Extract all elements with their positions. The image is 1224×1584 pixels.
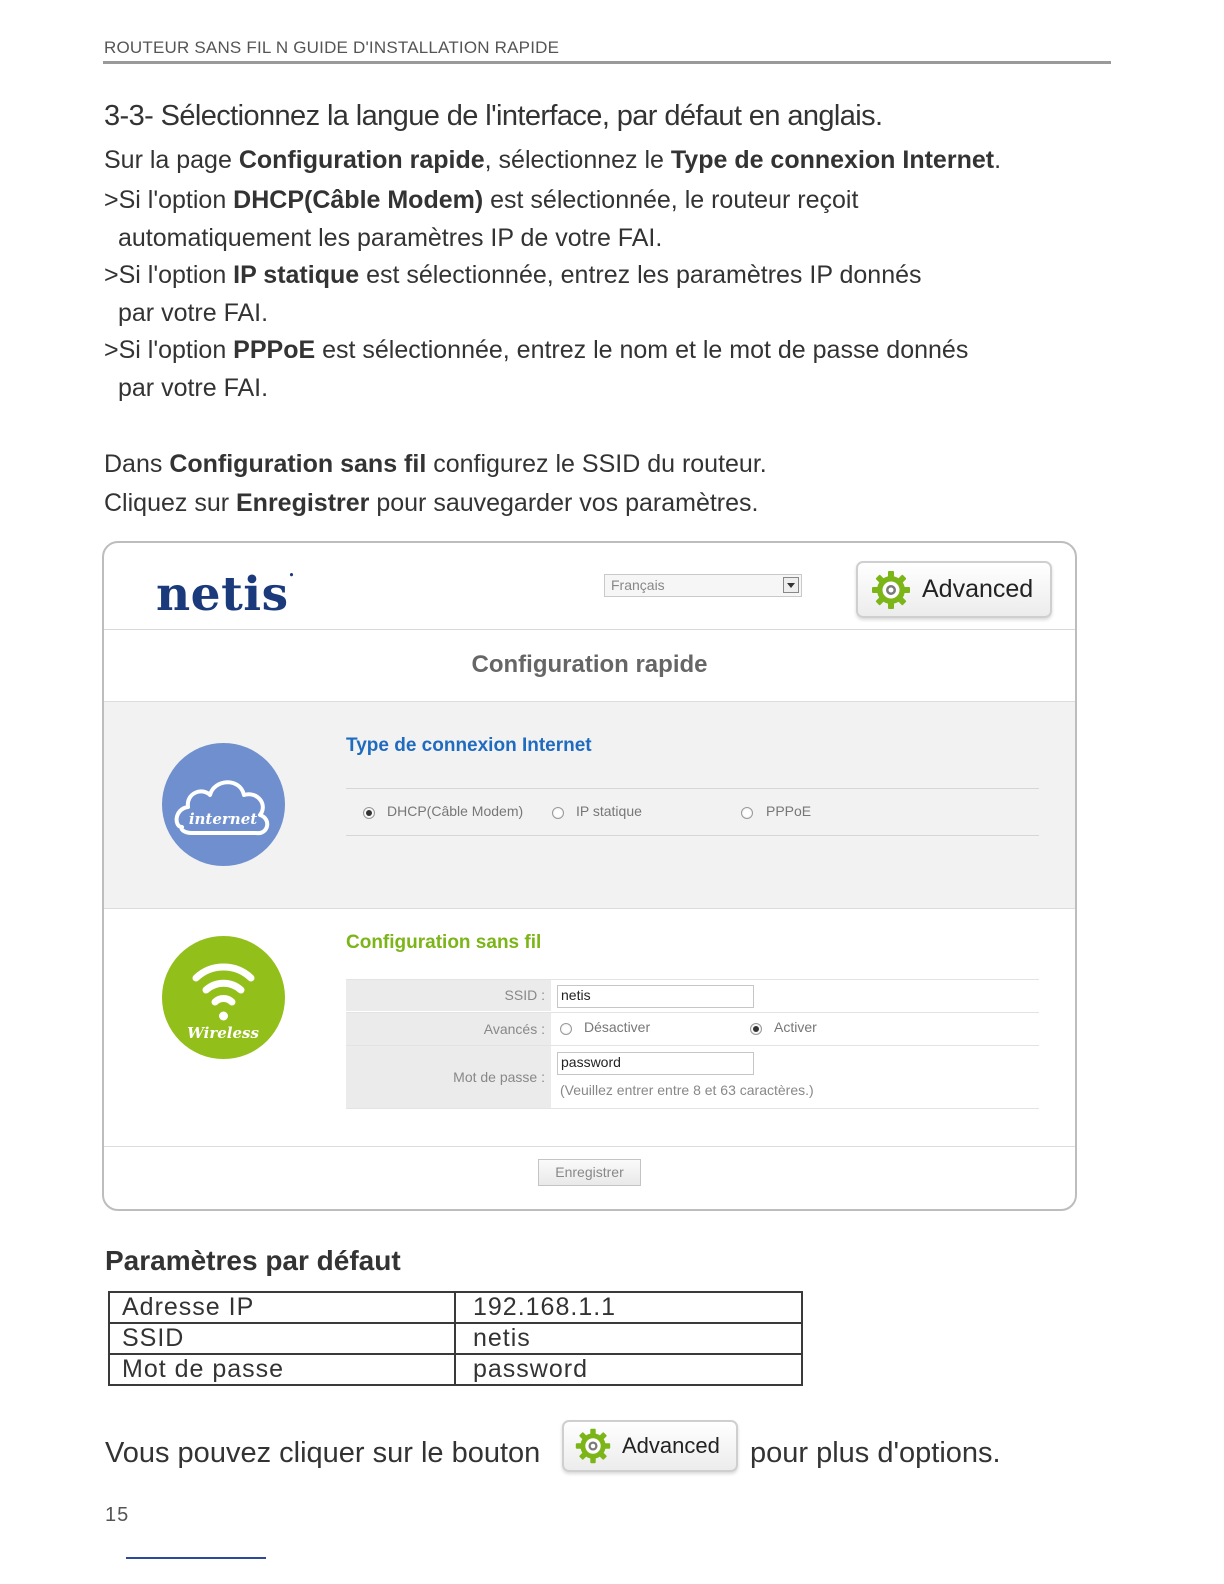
defaults-heading: Paramètres par défaut [105, 1245, 401, 1276]
wireless-instruction [104, 450, 767, 479]
page-number: 15 [105, 1504, 130, 1526]
dhcp-instruction [104, 186, 858, 215]
instruction-text: est sélectionnée, entrez les paramètres IP donnés [359, 261, 922, 289]
intro-text: Sur la page [104, 146, 239, 174]
language-select-value: Français [611, 577, 665, 593]
connection-type-title: Type de connexion Internet [346, 735, 592, 756]
table-cell-value: 192.168.1.1 [455, 1292, 802, 1323]
instruction-bold: PPPoE [233, 336, 316, 364]
internet-icon-label: internet [188, 810, 258, 828]
radio-enable[interactable] [750, 1023, 762, 1035]
radio-disable-label[interactable]: Désactiver [584, 1019, 651, 1035]
section-divider [346, 788, 1039, 789]
gear-icon [574, 1427, 612, 1465]
instruction-text: configurez le SSID du routeur. [426, 450, 767, 478]
instruction-text: >Si l'option [104, 261, 234, 289]
defaults-table [108, 1291, 803, 1386]
panel-divider [104, 629, 1075, 630]
intro-text: . [994, 146, 1002, 174]
advanced-button[interactable] [856, 561, 1052, 618]
instruction-text: Dans [104, 450, 170, 478]
bottom-text-before: Vous pouvez cliquer sur le bouton [105, 1437, 541, 1469]
pppoe-instruction [104, 336, 968, 365]
radio-disable[interactable] [560, 1023, 572, 1035]
table-cell-key: Mot de passe [109, 1354, 455, 1385]
language-select[interactable] [604, 574, 802, 597]
netis-logo [156, 567, 295, 622]
panel-divider [104, 1146, 1075, 1147]
instruction-text: >Si l'option [104, 186, 234, 214]
section-heading: 3-3- Sélectionnez la langue de l'interface, par défaut en anglais. [104, 100, 883, 132]
ssid-label: SSID : [346, 980, 551, 1011]
quick-config-title: Configuration rapide [471, 651, 708, 678]
pppoe-instruction-cont: par votre FAI. [118, 374, 269, 402]
router-ui-screenshot [102, 541, 1077, 1211]
bottom-text-after: pour plus d'options. [750, 1437, 1001, 1469]
password-input[interactable]: password [557, 1052, 754, 1075]
advanced-button-inline[interactable] [562, 1420, 738, 1472]
table-row [109, 1292, 802, 1323]
intro-bold: Type de connexion Internet [670, 146, 995, 174]
advanced-button-inline-label: Advanced [622, 1433, 720, 1458]
internet-cloud-icon [162, 743, 285, 866]
document-header-title: ROUTEUR SANS FIL N GUIDE D'INSTALLATION RAPIDE [104, 38, 560, 57]
radio-pppoe-label[interactable]: PPPoE [766, 803, 812, 819]
table-cell-value: password [455, 1354, 802, 1385]
instruction-text: est sélectionnée, entrez le nom et le mot de passe donnés [315, 336, 969, 364]
logo-text: netis [156, 567, 289, 622]
dhcp-instruction-cont: automatiquement les paramètres IP de votre FAI. [118, 224, 663, 252]
intro-text: , sélectionnez le [484, 146, 671, 174]
instruction-text: pour sauvegarder vos paramètres. [369, 489, 759, 517]
save-button[interactable]: Enregistrer [538, 1159, 641, 1186]
intro-bold: Configuration rapide [238, 146, 485, 174]
instruction-bold: Enregistrer [236, 489, 370, 517]
wireless-config-title: Configuration sans fil [346, 932, 542, 953]
password-hint: (Veuillez entrer entre 8 et 63 caractères.) [560, 1082, 814, 1098]
form-row-divider [346, 1108, 1039, 1109]
radio-enable-label[interactable]: Activer [774, 1019, 817, 1035]
dropdown-arrow-icon[interactable] [783, 577, 799, 593]
instruction-bold: IP statique [233, 261, 360, 289]
radio-pppoe[interactable] [741, 807, 753, 819]
table-cell-key: SSID [109, 1323, 455, 1354]
instruction-text: Cliquez sur [104, 489, 236, 517]
instruction-bold: Configuration sans fil [169, 450, 427, 478]
radio-static-ip-label[interactable]: IP statique [576, 803, 642, 819]
table-cell-key: Adresse IP [109, 1292, 455, 1323]
cloud-icon [162, 743, 285, 866]
table-cell-value: netis [455, 1323, 802, 1354]
instruction-bold: DHCP(Câble Modem) [233, 186, 484, 214]
footer-divider [126, 1557, 266, 1559]
radio-dhcp[interactable] [363, 807, 375, 819]
password-label: Mot de passe : [346, 1046, 551, 1108]
wireless-icon [162, 936, 285, 1059]
instruction-text: >Si l'option [104, 336, 234, 364]
table-row [109, 1323, 802, 1354]
intro-line [104, 146, 1001, 175]
table-row [109, 1354, 802, 1385]
registered-mark: • [288, 571, 295, 581]
header-divider [103, 61, 1111, 64]
radio-dhcp-label[interactable]: DHCP(Câble Modem) [387, 803, 524, 819]
static-instruction [104, 261, 922, 290]
wifi-icon [162, 936, 285, 1059]
advanced-setting-label: Avancés : [346, 1013, 551, 1045]
gear-icon [870, 569, 912, 611]
static-instruction-cont: par votre FAI. [118, 299, 269, 327]
section-divider [346, 835, 1039, 836]
instruction-text: est sélectionnée, le routeur reçoit [483, 186, 859, 214]
wireless-icon-label: Wireless [187, 1024, 259, 1042]
save-instruction [104, 489, 758, 518]
radio-static-ip[interactable] [552, 807, 564, 819]
advanced-button-label: Advanced [922, 575, 1034, 603]
ssid-input[interactable]: netis [557, 985, 754, 1008]
